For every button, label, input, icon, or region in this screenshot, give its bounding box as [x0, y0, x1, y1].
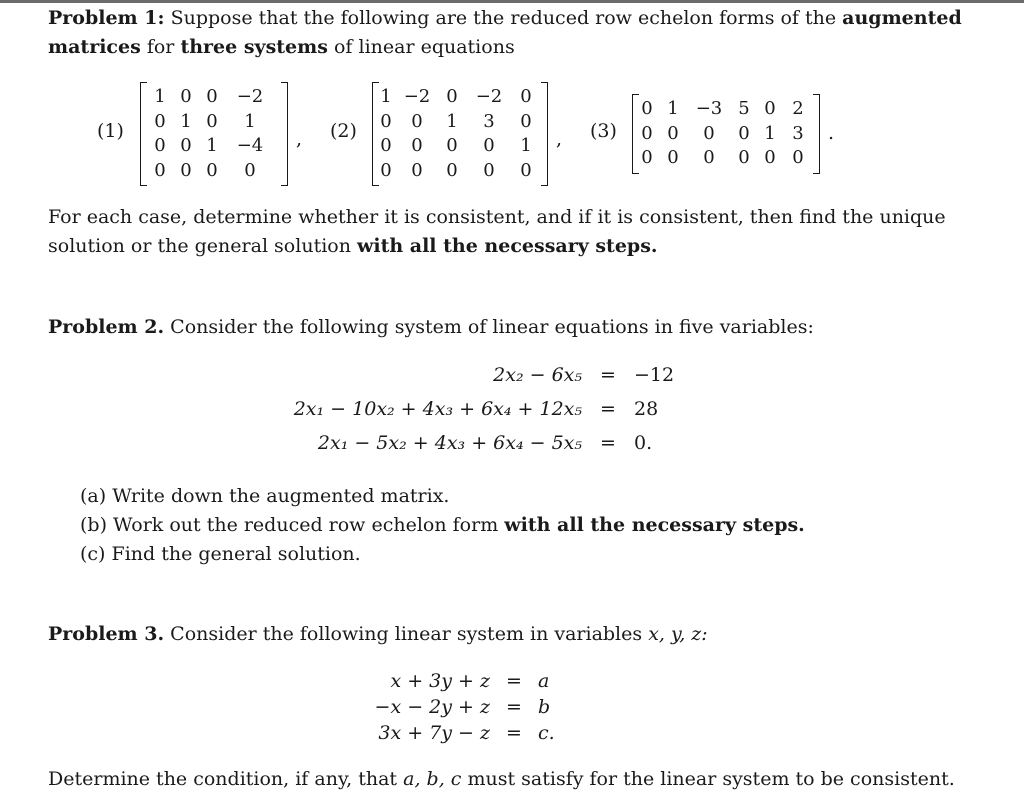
- problem1-heading: Problem 1:: [48, 7, 165, 29]
- matrix3-label: (3): [590, 120, 617, 142]
- matrix2: 1 −2 0 −2 0 0 0 1 3 0 0 0 0 0 1 0 0 0 0 0: [372, 82, 548, 186]
- problem1-intro-line2: matrices for three systems of linear equations: [48, 36, 515, 58]
- problem1-task-line2: solution or the general solution with all the necessary steps.: [48, 235, 658, 257]
- matrix1-comma: ,: [296, 128, 303, 150]
- problem3-intro: Problem 3. Consider the following linear system in variables x, y, z:: [48, 623, 708, 645]
- problem3-equation-3: 3x + 7y − z = c.: [378, 722, 555, 744]
- matrix2-label: (2): [330, 120, 357, 142]
- problem2-intro: Problem 2. Consider the following system of linear equations in five variables:: [48, 316, 814, 338]
- problem3-equation-1: x + 3y + z = a: [390, 670, 550, 692]
- matrix2-comma: ,: [556, 128, 563, 150]
- problem3-heading: Problem 3.: [48, 623, 165, 645]
- problem2-heading: Problem 2.: [48, 316, 165, 338]
- problem1-intro-line1: Problem 1: Suppose that the following are the reduced row echelon forms of the augmented: [48, 7, 962, 29]
- problem2-part-a: (a) Write down the augmented matrix.: [80, 485, 450, 507]
- problem2-equation-3: 2x₁ − 5x₂ + 4x₃ + 6x₄ − 5x₅ = 0.: [317, 432, 653, 454]
- problem2-part-b: (b) Work out the reduced row echelon form with all the necessary steps.: [80, 514, 805, 536]
- problem3-question: Determine the condition, if any, that a, b, c must satisfy for the linear system to be consistent.: [48, 768, 955, 790]
- problem3-equation-2: −x − 2y + z = b: [374, 696, 551, 718]
- matrix1: 1 0 0 −2 0 1 0 1 0 0 1 −4 0 0 0 0: [140, 82, 288, 186]
- top-rule: [0, 0, 1024, 3]
- matrix3-period: .: [828, 122, 835, 144]
- matrix3: 0 1 −3 5 0 2 0 0 0 0 1 3 0 0 0 0 0 0: [632, 94, 820, 174]
- problem2-equation-2: 2x₁ − 10x₂ + 4x₃ + 6x₄ + 12x₅ = 28: [293, 398, 659, 420]
- matrix1-label: (1): [97, 120, 124, 142]
- problem1-task-line1: For each case, determine whether it is consistent, and if it is consistent, then find the unique: [48, 206, 946, 228]
- problem2-part-c: (c) Find the general solution.: [80, 543, 361, 565]
- problem2-equation-1: 2x₂ − 6x₅ = −12: [493, 364, 675, 386]
